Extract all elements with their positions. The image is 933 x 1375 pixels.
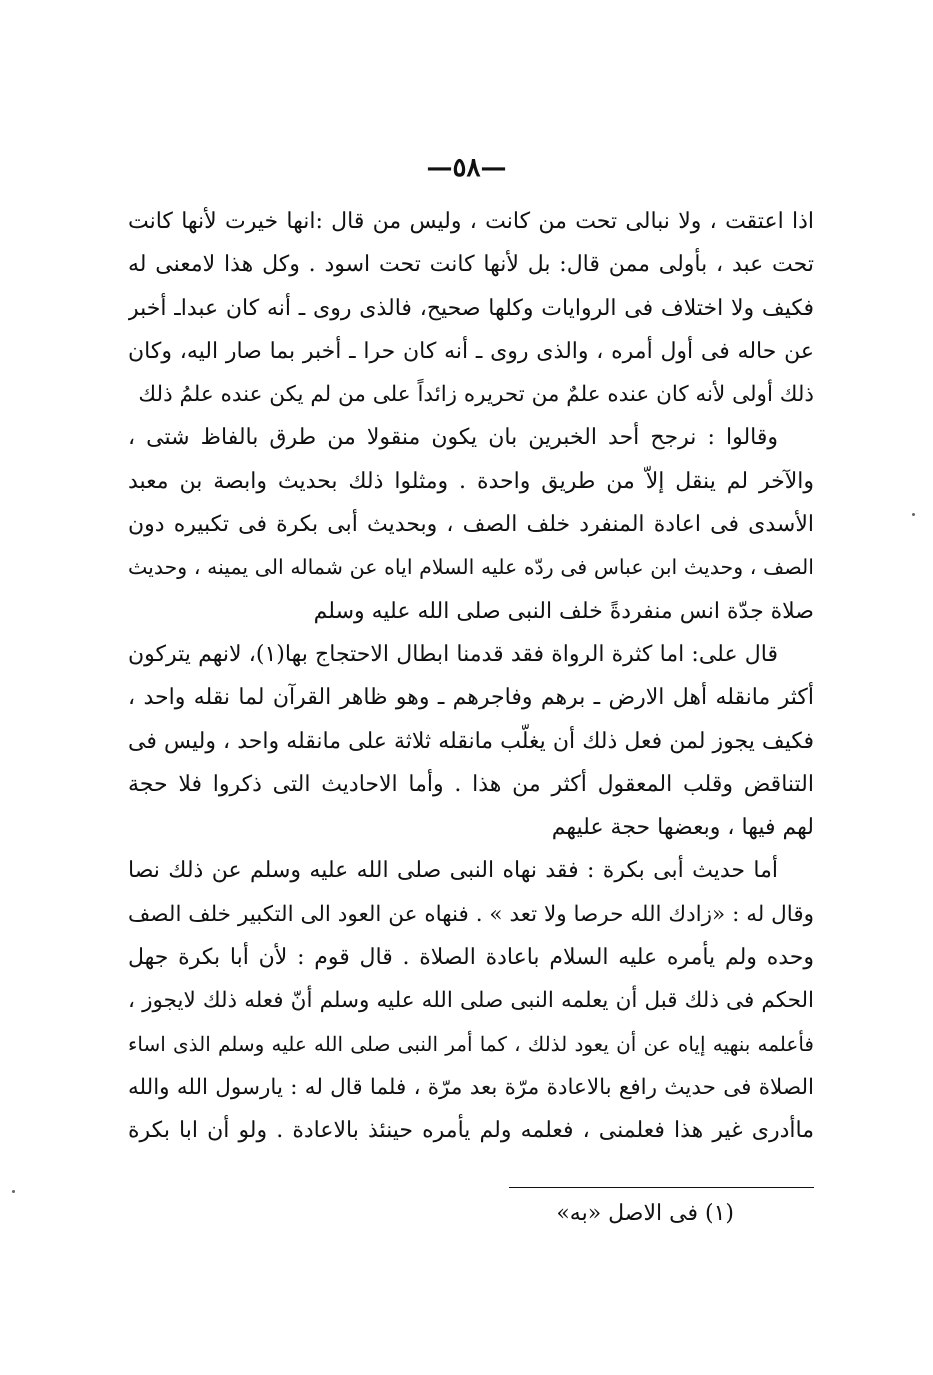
text-line: أما حديث أبى بكرة : فقد نهاه النبى صلى الله عليه وسلم عن ذلك نصا	[128, 858, 778, 884]
footnote: (١) فى الاصل «به»	[556, 1201, 734, 1226]
text-line: فكيف ولا اختلاف فى الروايات وكلها صحيح، فالذى روى ـ أنه كان عبداـ أخبر	[128, 295, 814, 321]
scan-speck	[12, 1190, 15, 1193]
text-line: صلاة جدّة انس منفردةً خلف النبى صلى الله عليه وسلم	[313, 598, 814, 624]
text-line: تحت عبد ، بأولى ممن قال: بل لأنها كانت تحت اسود . وكل هذا لامعنى له	[128, 252, 814, 278]
text-line: الصلاة فى حديث رافع بالاعادة مرّة بعد مرّة ، فلما قال له : يارسول الله والله	[128, 1074, 814, 1100]
text-line: فأعلمه بنهيه إياه عن أن يعود لذلك ، كما أمر النبى صلى الله عليه وسلم الذى اساء	[128, 1031, 814, 1056]
text-line: أكثر مانقله أهل الارض ـ برهم وفاجرهم ـ وهو ظاهر القرآن لما نقله واحد ،	[128, 685, 814, 711]
text-line: وحده ولم يأمره عليه السلام باعادة الصلاة . قال قوم : لأن أبا بكرة جهل	[128, 945, 814, 971]
text-line: ماأدرى غير هذا فعلمنى ، فعلمه ولم يأمره حينئذ بالاعادة . ولو أن ابا بكرة	[128, 1118, 814, 1144]
text-line: وقال له : «زادك الله حرصا ولا تعد » . فنهاه عن العود الى التكبير خلف الصف	[128, 901, 814, 927]
text-line: الحكم فى ذلك قبل أن يعلمه النبى صلى الله عليه وسلم أنّ فعله ذلك لايجوز ،	[128, 988, 814, 1014]
text-line: فكيف يجوز لمن فعل ذلك أن يغلّب مانقله ثلاثة على مانقله واحد ، وليس فى	[128, 728, 814, 754]
scan-speck	[912, 513, 915, 516]
body-text	[128, 200, 814, 1153]
text-line: قال على: اما كثرة الرواة فقد قدمنا ابطال الاحتجاج بها(١)، لانهم يتركون	[128, 641, 778, 667]
text-line: الصف ، وحديث ابن عباس فى ردّه عليه السلام اياه عن شماله الى يمينه ، وحديث	[128, 555, 814, 580]
text-line: الأسدى فى اعادة المنفرد خلف الصف ، وبحديث أبى بكرة فى تكبيره دون	[128, 512, 814, 538]
text-line: التناقض وقلب المعقول أكثر من هذا . وأما الاحاديث التى ذكروا فلا حجة	[128, 771, 814, 797]
footnote-separator	[509, 1187, 814, 1188]
text-line: عن حاله فى أول أمره ، والذى روى ـ أنه كان حرا ـ أخبر بما صار اليه، وكان	[128, 338, 814, 364]
text-line: والآخر لم ينقل إلاّ من طريق واحدة . ومثلوا ذلك بحديث وابصة بن معبد	[128, 468, 814, 494]
text-line: اذا اعتقت ، ولا نبالى تحت من كانت ، وليس من قال :انها خيرت لأنها كانت	[128, 209, 814, 234]
text-line: وقالوا : نرجح أحد الخبرين بان يكون منقولا من طرق بالفاظ شتى ،	[128, 425, 778, 451]
page-number: —٥٨—	[426, 153, 507, 183]
text-line: لهم فيها ، وبعضها حجة عليهم	[551, 815, 814, 841]
text-line: ذلك أولى لأنه كان عنده علمٌ من تحريره زائداً على من لم يكن عنده علمُ ذلك	[138, 382, 814, 408]
